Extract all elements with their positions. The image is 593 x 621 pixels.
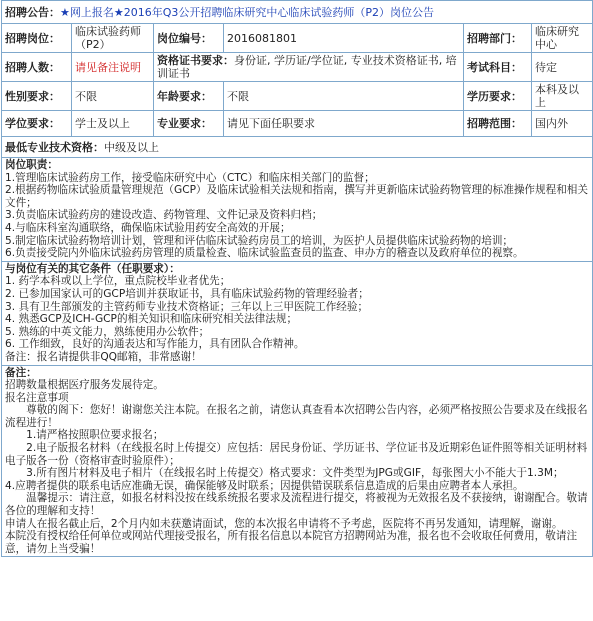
count-row [2, 53, 593, 82]
note-line: 4.应聘者提供的联系电话应准确无误，确保能够及时联系；因提供错误联系信息造成的后果由应聘者本人承担。 [5, 479, 524, 492]
major-label: 专业要求： [154, 111, 224, 137]
edu-value: 本科及以上 [532, 82, 593, 111]
post-code-label: 岗位编号： [154, 24, 224, 53]
duty-line: 2.根据药物临床试验质量管理规范（GCP）及临床试验相关法规和指南，撰写并更新临床试验药物管理的标准操作规程和相关文件； [5, 184, 588, 209]
announce-row [2, 1, 593, 24]
gender-row [2, 82, 593, 111]
notes-row [2, 365, 593, 557]
degree-value: 学士及以上 [72, 111, 154, 137]
note-line: 2.电子版报名材料（在线报名时上传提交）应包括：居民身份证、学历证书、学位证书及近期彩色证件照等相关证明材料电子版各一份（资格审查时验原件）； [5, 442, 588, 467]
post-code-value: 2016081801 [224, 24, 464, 53]
edu-label: 学历要求： [464, 82, 532, 111]
gender-label: 性别要求： [2, 82, 72, 111]
note-line: 温馨提示：请注意，如报名材料没按在线系统报名要求及流程进行提交，将被视为无效报名及不获接纳，谢谢配合。敬请各位的理解和支持！ [5, 492, 588, 518]
note-line: 报名注意事项 [5, 391, 69, 404]
note-line: 本院没有授权给任何单位或网站代理接受报名，所有报名信息以本院官方招聘网站为准，报名也不会收取任何费用，敬请注意，请勿上当受骗！ [5, 530, 578, 555]
conditions-title: 与岗位有关的其它条件（任职要求）： [5, 262, 180, 275]
conditions-row [2, 261, 593, 365]
note-line: 3.所有图片材料及电子相片（在线报名时上传提交）格式要求：文件类型为JPG或GIF，每张图大小不能大于1.3M； [5, 467, 564, 480]
range-value: 国内外 [532, 111, 593, 137]
condition-line: 3. 具有卫生部颁发的主管药师专业技术资格证；三年以上三甲医院工作经验； [5, 300, 369, 313]
dept-label: 招聘部门： [464, 24, 532, 53]
duties-row [2, 158, 593, 262]
announce-label: 招聘公告： [5, 5, 60, 19]
duties-title: 岗位职责： [5, 159, 58, 171]
degree-label: 学位要求： [2, 111, 72, 137]
age-label: 年龄要求： [154, 82, 224, 111]
count-value: 请见备注说明 [72, 53, 154, 82]
cert-label: 资格证书要求： [157, 54, 234, 67]
exam-value: 待定 [532, 53, 593, 82]
post-name-value: 临床试验药师（P2） [72, 24, 154, 53]
announce-title[interactable]: ★网上报名★2016年Q3公开招聘临床研究中心临床试验药师（P2）岗位公告 [60, 5, 435, 19]
duty-line: 1.管理临床试验药房工作，接受临床研究中心（CTC）和临床相关部门的监督； [5, 171, 375, 184]
age-value: 不限 [224, 82, 464, 111]
cert-value: 身份证, 学历证/学位证, 专业技术资格证书, 培训证书 [157, 54, 457, 80]
condition-line: 6. 工作细致，良好的沟通表达和写作能力，具有团队合作精神。 [5, 338, 305, 351]
title-value: 中级及以上 [104, 140, 159, 154]
notes-title: 备注： [5, 366, 37, 379]
title-label: 最低专业技术资格： [5, 140, 104, 154]
note-line: 申请人在报名截止后，2个月内如未获邀请面试，您的本次报名申请将不予考虑，医院将不再另发通知，请理解，谢谢。 [5, 517, 563, 530]
duty-line: 3.负责临床试验药房的建设改造、药物管理、文件记录及资料归档； [5, 209, 323, 222]
range-label: 招聘范围： [464, 111, 532, 137]
condition-line: 2. 已参加国家认可的GCP培训并获取证书，具有临床试验药物的管理经验者； [5, 287, 369, 300]
cert-cell [154, 53, 464, 82]
gender-value: 不限 [72, 82, 154, 111]
note-line: 招聘数量根据医疗服务发展待定。 [5, 379, 164, 392]
note-line: 1.请严格按照职位要求报名； [5, 429, 164, 442]
condition-line: 备注：报名请提供非QQ邮箱，非常感谢！ [5, 350, 202, 363]
major-value: 请见下面任职要求 [224, 111, 464, 137]
title-row [2, 137, 593, 158]
post-row [2, 24, 593, 53]
condition-line: 4. 熟悉GCP及ICH-GCP的相关知识和临床研究相关法律法规； [5, 313, 298, 326]
exam-label: 考试科目： [464, 53, 532, 82]
job-posting-table [1, 0, 593, 557]
degree-row [2, 111, 593, 137]
duty-line: 6.负责接受院内外临床试验药房管理的质量检查、临床试验监查员的监查、申办方的稽查以及政府单位的视察。 [5, 247, 524, 260]
post-name-label: 招聘岗位： [2, 24, 72, 53]
condition-line: 5. 熟练的中英文能力，熟练使用办公软件； [5, 325, 210, 338]
dept-value: 临床研究中心 [532, 24, 593, 53]
duty-line: 4.与临床科室沟通联络，确保临床试验用药安全高效的开展； [5, 221, 291, 234]
count-label: 招聘人数： [2, 53, 72, 82]
note-line: 尊敬的阁下：您好！谢谢您关注本院。在报名之前，请您认真查看本次招聘公告内容，必须严格按照公告要求及在线报名流程进行！ [5, 404, 588, 429]
condition-line: 1. 药学本科或以上学位，重点院校毕业者优先； [5, 275, 231, 288]
duty-line: 5.制定临床试验药物培训计划，管理和评估临床试验药房员工的培训，为医护人员提供临床试验药物的培训； [5, 234, 514, 247]
